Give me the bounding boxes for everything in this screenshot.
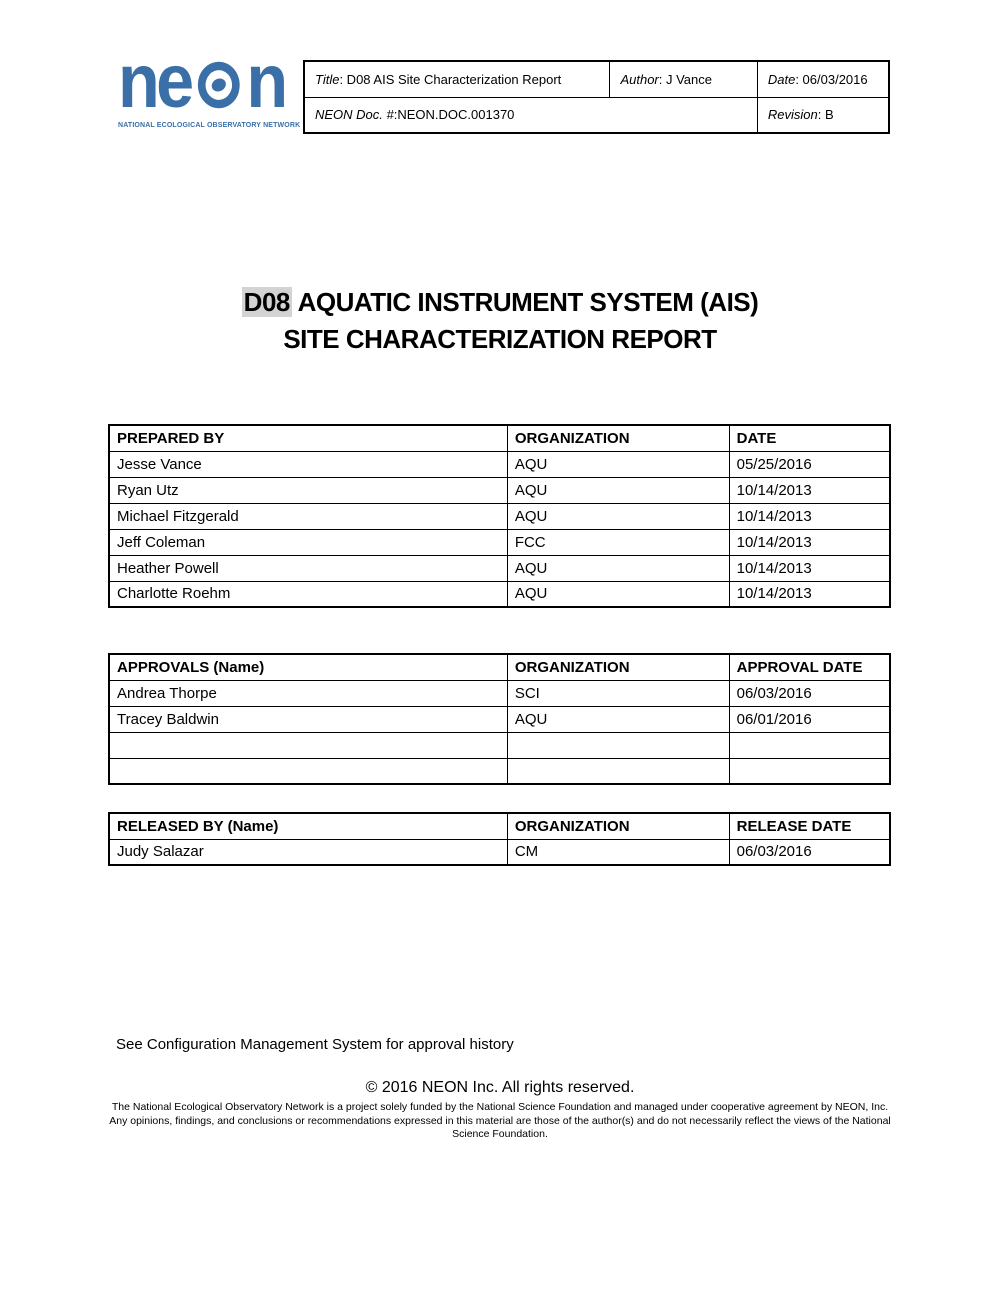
meta-title-cell [304,61,610,97]
table-cell [507,758,729,784]
neon-logo [118,39,301,129]
column-header: APPROVAL DATE [729,654,890,680]
copyright-line: © 2016 NEON Inc. All rights reserved. [365,1079,635,1096]
table-cell: 06/03/2016 [729,839,890,865]
table-cell: Michael Fitzgerald [109,503,507,529]
column-header: APPROVALS (Name) [109,654,507,680]
table-cell: AQU [507,503,729,529]
approvals-table [108,653,891,785]
document-title-line2: SITE CHARACTERIZATION REPORT [283,324,717,354]
column-header: ORGANIZATION [507,813,729,839]
table-row [109,732,890,758]
table-row [109,503,890,529]
meta-date-label: Date [767,71,796,87]
table-row [109,451,890,477]
table-cell: SCI [507,680,729,706]
column-header: RELEASE DATE [729,813,890,839]
meta-author-value: : J Vance [658,71,712,87]
table-row [109,706,890,732]
table-cell: AQU [507,581,729,607]
table-row [109,477,890,503]
table-cell: 10/14/2013 [729,529,890,555]
column-header: PREPARED BY [109,425,507,451]
table-cell: Jesse Vance [109,451,507,477]
table-cell: AQU [507,451,729,477]
table-cell: Tracey Baldwin [109,706,507,732]
column-header: RELEASED BY (Name) [109,813,507,839]
released-by-table [108,812,891,866]
table-cell [109,732,507,758]
table-cell: Charlotte Roehm [109,581,507,607]
meta-title-label: Title [315,71,340,87]
meta-title-value: : D08 AIS Site Characterization Report [339,71,562,87]
neon-logo-letters-ne: ne [118,39,191,124]
table-cell: 10/14/2013 [729,581,890,607]
meta-row-1 [304,61,889,97]
table-cell: 06/03/2016 [729,680,890,706]
document-title [0,284,1000,358]
table-header-row [109,654,890,680]
meta-revision-cell [757,97,889,133]
table-cell: Jeff Coleman [109,529,507,555]
table-cell: AQU [507,477,729,503]
nsf-disclaimer: The National Ecological Observatory Network is a project solely funded by the National Science Foundation and managed under cooperative agreement by NEON, Inc. Any opinions, findings, and conclusions or recommendations expressed in this material are those of the author(s) and do not necessarily reflect the views of the National Science Foundation. [109,1101,891,1140]
table-cell: FCC [507,529,729,555]
table-cell [729,758,890,784]
neon-logo-wordmark [118,39,285,124]
meta-date-cell [757,61,889,97]
table-cell: AQU [507,555,729,581]
neon-logo-swirl-icon [192,55,246,115]
meta-row-2 [304,97,889,133]
table-row [109,581,890,607]
table-cell [109,758,507,784]
table-row [109,839,890,865]
table-cell: 05/25/2016 [729,451,890,477]
table-cell [507,732,729,758]
neon-logo-tagline: NATIONAL ECOLOGICAL OBSERVATORY NETWORK [118,122,301,129]
table-cell: CM [507,839,729,865]
table-cell [729,732,890,758]
column-header: ORGANIZATION [507,425,729,451]
meta-author-cell [610,61,757,97]
document-meta-table [303,60,890,134]
table-cell: 10/14/2013 [729,503,890,529]
meta-author-label: Author [620,71,659,87]
meta-revision-label: Revision [767,107,818,123]
column-header: ORGANIZATION [507,654,729,680]
table-cell: 06/01/2016 [729,706,890,732]
table-cell: Heather Powell [109,555,507,581]
table-cell: 10/14/2013 [729,555,890,581]
prepared-by-table [108,424,891,608]
table-row [109,555,890,581]
table-header-row [109,813,890,839]
table-header-row [109,425,890,451]
table-row [109,680,890,706]
table-cell: Judy Salazar [109,839,507,865]
document-title-line1: AQUATIC INSTRUMENT SYSTEM (AIS) [291,287,759,317]
document-title-domain-code: D08 [243,287,290,317]
meta-revision-value: : B [817,107,834,123]
column-header: DATE [729,425,890,451]
table-row [109,529,890,555]
table-cell: 10/14/2013 [729,477,890,503]
meta-doc-number-value: :NEON.DOC.001370 [393,107,515,123]
table-cell: AQU [507,706,729,732]
neon-logo-letter-n: n [246,39,285,124]
table-row [109,758,890,784]
approval-history-note: See Configuration Management System for approval history [116,1036,514,1053]
table-cell: Andrea Thorpe [109,680,507,706]
meta-doc-number-label: NEON Doc. # [315,107,394,123]
table-cell: Ryan Utz [109,477,507,503]
meta-date-value: : 06/03/2016 [795,71,868,87]
meta-doc-number-cell [304,97,757,133]
